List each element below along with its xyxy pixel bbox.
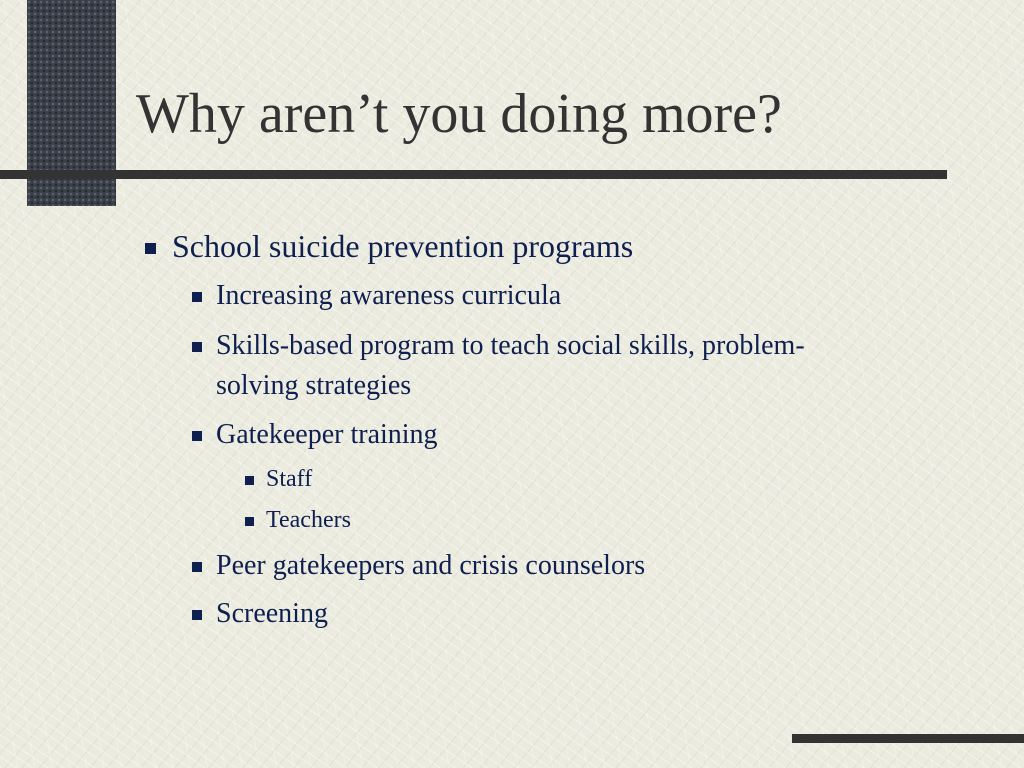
bullet-text: School suicide prevention programs xyxy=(172,228,634,264)
slide-title: Why aren’t you doing more? xyxy=(136,83,782,145)
square-bullet-icon xyxy=(192,292,202,302)
bullet-item-level2 xyxy=(216,598,328,630)
bullet-text: Staff xyxy=(266,466,313,492)
square-bullet-icon xyxy=(192,431,202,441)
bullet-item-level1 xyxy=(172,228,633,265)
bottom-divider-line xyxy=(792,734,1024,743)
bullet-item-level2 xyxy=(216,280,561,312)
bullet-text: Gatekeeper training xyxy=(216,419,438,450)
bullet-text: Teachers xyxy=(266,507,351,533)
bullet-item-continuation xyxy=(216,370,411,402)
bullet-item-level2 xyxy=(216,550,645,582)
bullet-text: Peer gatekeepers and crisis counselors xyxy=(216,550,646,581)
square-bullet-icon xyxy=(192,610,202,620)
square-bullet-icon xyxy=(145,243,156,254)
square-bullet-icon xyxy=(192,562,202,572)
bullet-item-level3 xyxy=(266,507,351,534)
square-bullet-icon xyxy=(192,342,202,352)
bullet-text: Increasing awareness curricula xyxy=(216,280,562,311)
bullet-item-level2 xyxy=(216,330,805,362)
bullet-text-continuation: solving strategies xyxy=(216,370,412,401)
square-bullet-icon xyxy=(245,476,254,485)
bullet-item-level2 xyxy=(216,419,438,451)
bullet-text: Screening xyxy=(216,598,328,629)
bullet-text: Skills-based program to teach social skills, problem- xyxy=(216,330,805,361)
title-divider-line xyxy=(0,170,947,179)
square-bullet-icon xyxy=(245,517,254,526)
bullet-item-level3 xyxy=(266,466,312,493)
